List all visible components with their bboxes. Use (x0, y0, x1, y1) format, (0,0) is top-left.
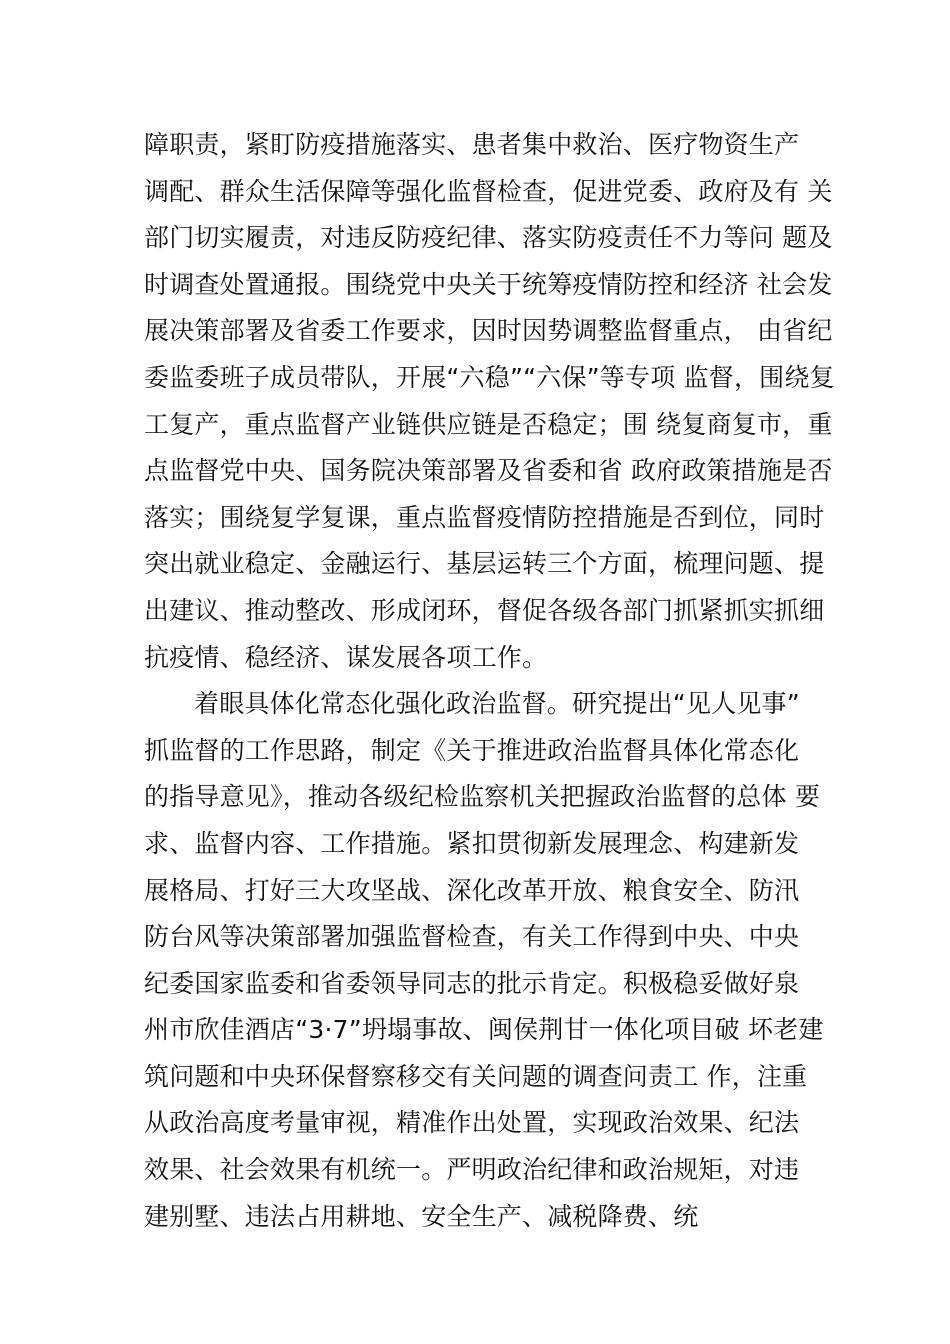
text-line: 求、监督内容、工作措施。紧扣贯彻新发展理念、构建新发 (144, 828, 800, 858)
text-line: 调配、群众生活保障等强化监督检查，促进党委、政府及有 关 (144, 176, 833, 206)
text-line: 防台风等决策部署加强监督检查，有关工作得到中央、中央 (144, 922, 800, 952)
text-line: 展格局、打好三大攻坚战、深化改革开放、粮食安全、防汛 (144, 875, 800, 905)
document-body (144, 122, 844, 1240)
text-line: 的指导意见》，推动各级纪检监察机关把握政治监督的总体 要 (144, 782, 821, 812)
text-line: 从政治高度考量审视，精准作出处置，实现政治效果、纪法 (144, 1108, 800, 1138)
text-line: 建别墅、违法占用耕地、安全生产、减税降费、统 (144, 1201, 699, 1231)
text-line: 效果、社会效果有机统一。严明政治纪律和政治规矩，对违 (144, 1155, 800, 1185)
text-line: 点监督党中央、国务院决策部署及省委和省 政府政策措施是否 (144, 456, 833, 486)
text-line: 筑问题和中央环保督察移交有关问题的调查问责工 作，注重 (144, 1061, 808, 1091)
text-line: 突出就业稳定、金融运行、基层运转三个方面，梳理问题、提 (144, 549, 825, 579)
text-line: 州市欣佳酒店“3·7”坍塌事故、闽侯荆甘一体化项目破 坏老建 (144, 1015, 824, 1045)
text-line: 抗疫情、稳经济、谋发展各项工作。 (144, 642, 548, 672)
text-line: 工复产，重点监督产业链供应链是否稳定；围 绕复商复市，重 (144, 409, 833, 439)
text-line: 部门切实履责，对违反防疫纪律、落实防疫责任不力等问 题及 (144, 223, 833, 253)
text-line: 纪委国家监委和省委领导同志的批示肯定。积极稳妥做好泉 (144, 968, 800, 998)
text-line: 落实；围绕复学复课，重点监督疫情防控措施是否到位，同时 (144, 502, 825, 532)
text-line: 抓监督的工作思路，制定《关于推进政治监督具体化常态化 (144, 735, 800, 765)
paragraph-heading-line: 着眼具体化常态化强化政治监督。研究提出“见人见事” (194, 689, 800, 719)
text-line: 展决策部署及省委工作要求，因时因势调整监督重点， 由省纪 (144, 316, 833, 346)
text-line: 时调查处置通报。围绕党中央关于统筹疫情防控和经济 社会发 (144, 269, 833, 299)
text-line: 出建议、推动整改、形成闭环，督促各级各部门抓紧抓实抓细 (144, 595, 825, 625)
text-line: 障职责，紧盯防疫措施落实、患者集中救治、医疗物资生产 (144, 130, 800, 159)
text-line: 委监委班子成员带队，开展“六稳”“六保”等专项 监督，围绕复 (144, 362, 835, 392)
